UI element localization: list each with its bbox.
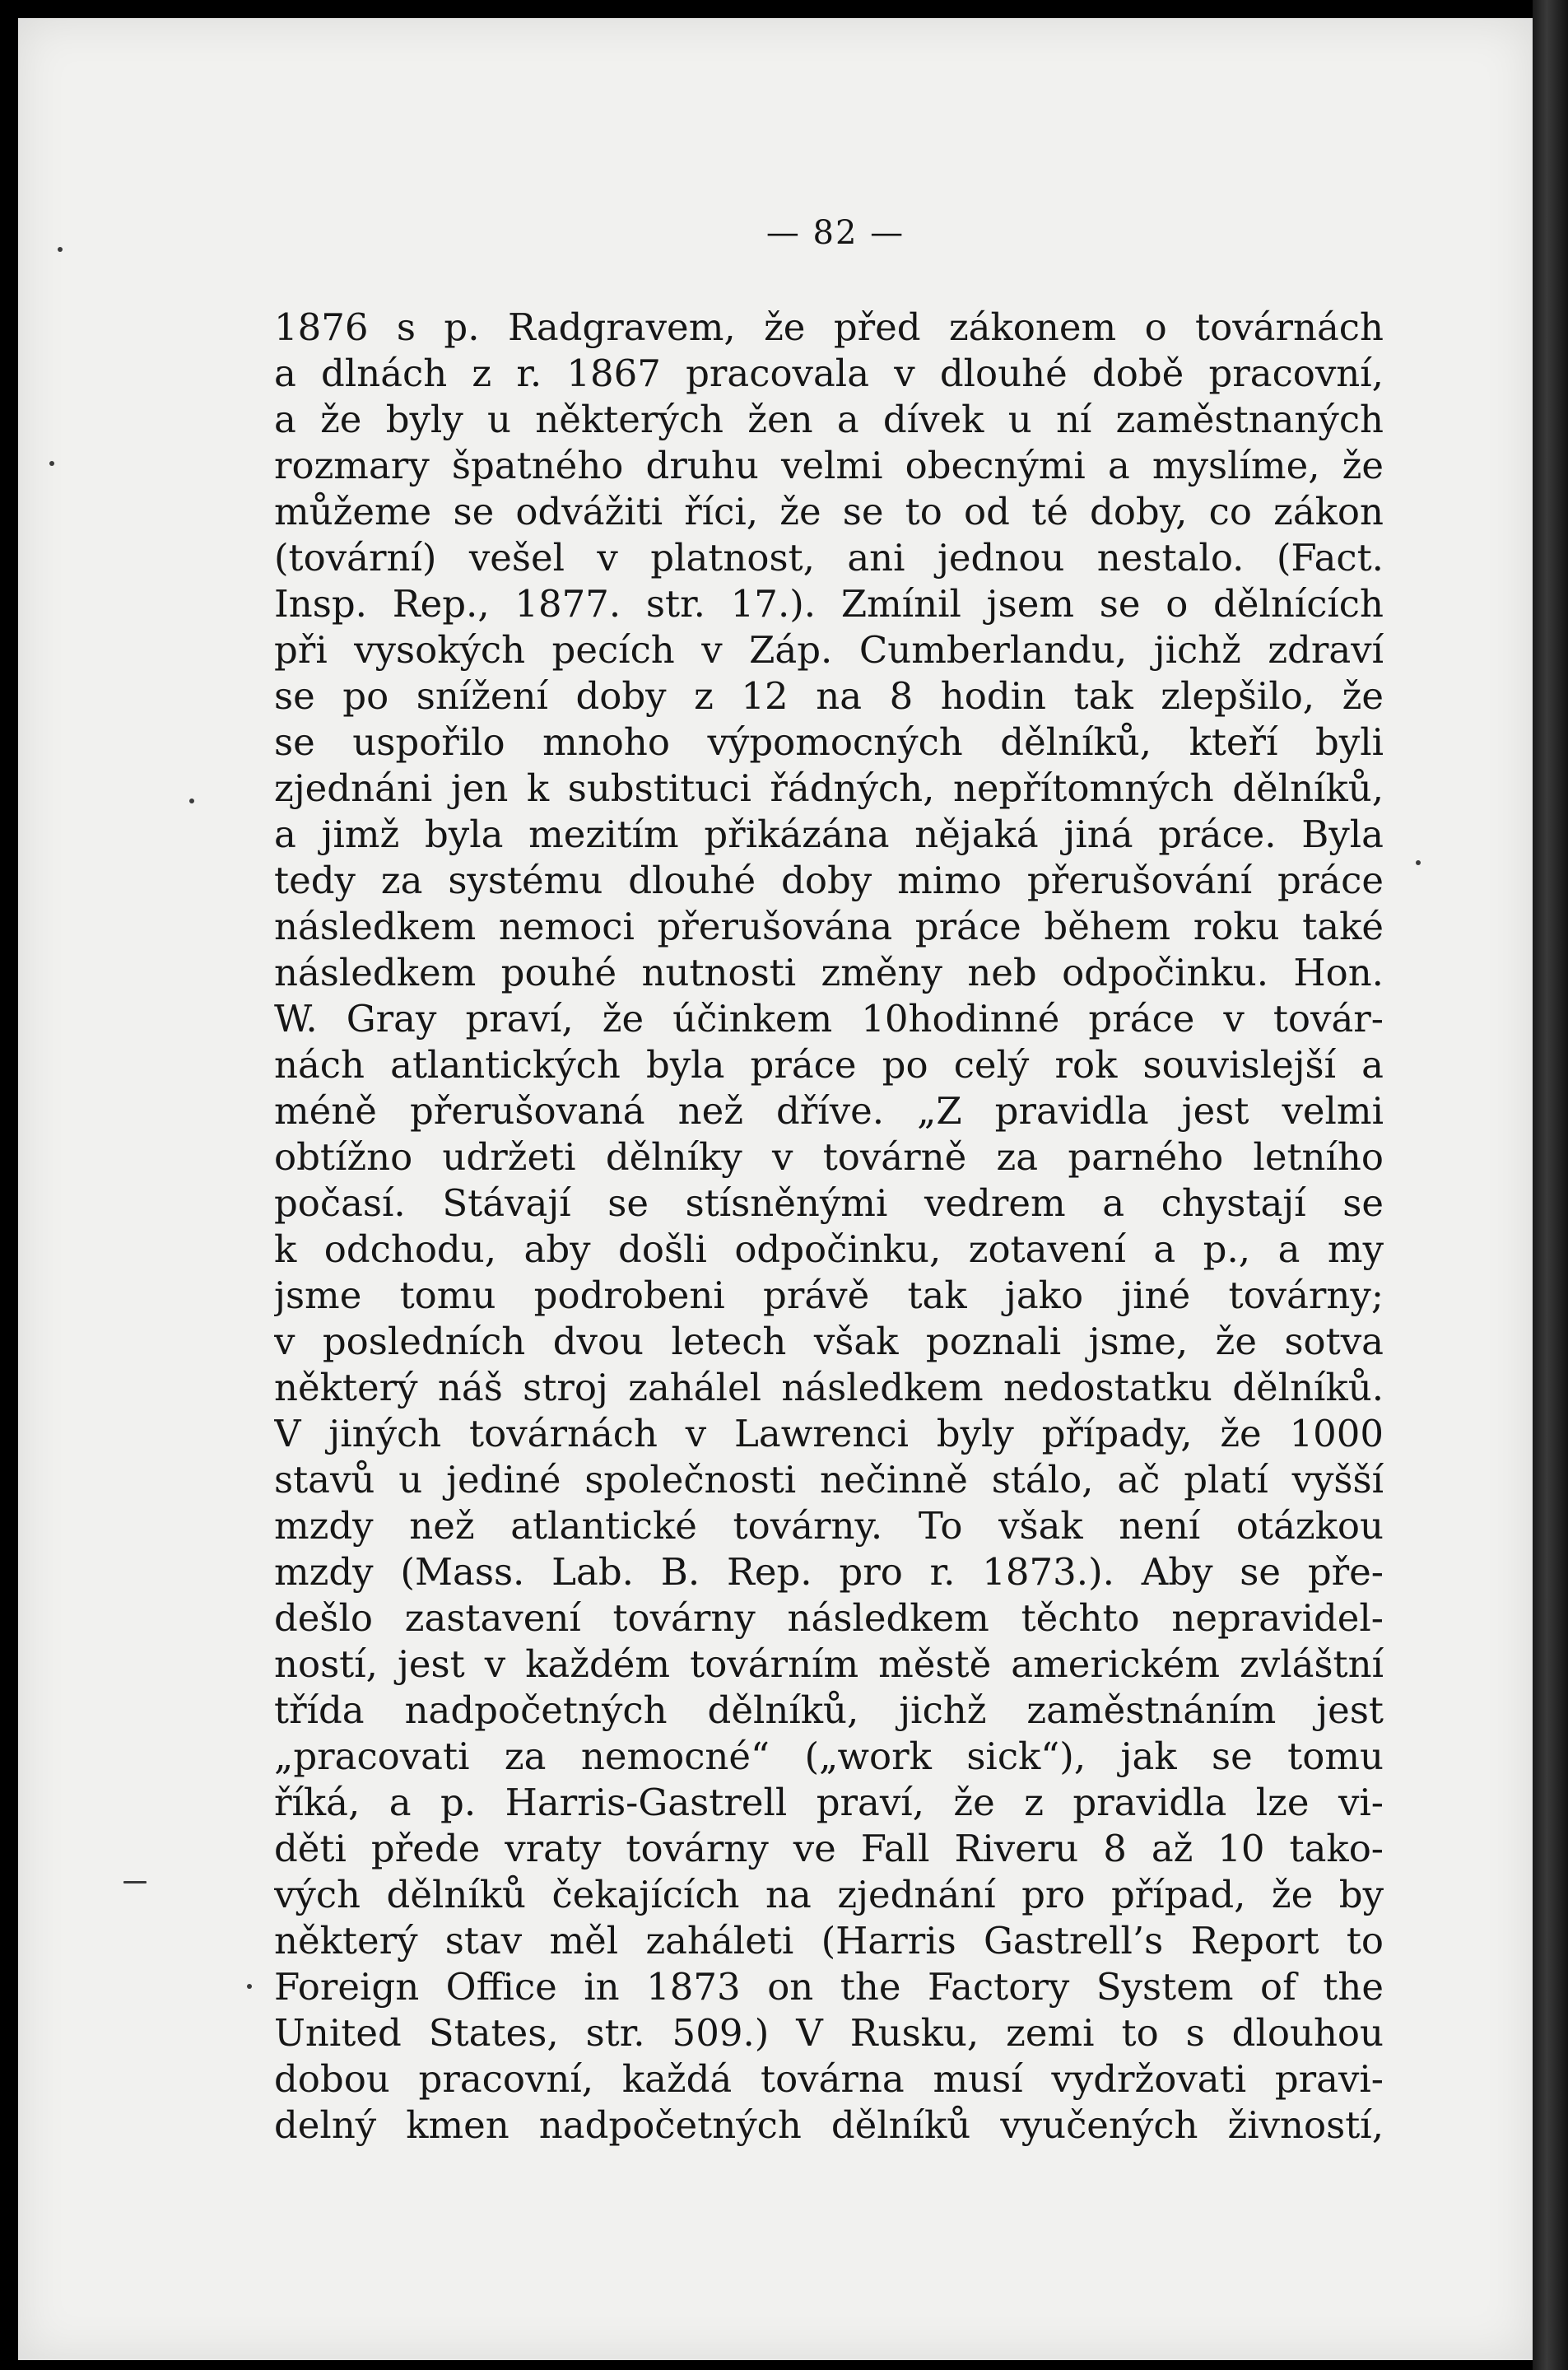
scan-speck <box>189 799 194 803</box>
text-line: rozmary špatného druhu velmi obecnými a myslíme, že <box>274 444 1384 487</box>
text-line: a jimž byla mezitím přikázána nějaká jiná práce. Byla <box>274 813 1384 856</box>
text-line: Foreign Office in 1873 on the Factory System of the <box>274 1965 1384 2009</box>
text-line: 1876 s p. Radgravem, že před zákonem o továrnách <box>274 305 1384 349</box>
text-line: (tovární) vešel v platnost, ani jednou nestalo. (Fact. <box>274 536 1384 580</box>
text-line: ností, jest v každém továrním městě americkém zvláštní <box>274 1642 1384 1686</box>
text-line: delný kmen nadpočetných dělníků vyučených živností, <box>274 2103 1384 2147</box>
text-line: některý náš stroj zahálel následkem nedostatku dělníků. <box>274 1366 1384 1409</box>
page-number: — 82 — <box>765 214 905 252</box>
text-line: říká, a p. Harris-Gastrell praví, že z pravidla lze vi- <box>274 1781 1384 1824</box>
text-line: následkem pouhé nutnosti změny neb odpočinku. Hon. <box>274 951 1384 994</box>
text-line: některý stav měl zaháleti (Harris Gastrell’s Report to <box>274 1919 1384 1963</box>
text-line: třída nadpočetných dělníků, jichž zaměstnáním jest <box>274 1688 1384 1732</box>
page-edge-shadow <box>1533 0 1568 2370</box>
text-line: nách atlantických byla práce po celý rok souvislejší a <box>274 1043 1384 1087</box>
text-line: k odchodu, aby došli odpočinku, zotavení a p., a my <box>274 1227 1384 1271</box>
text-line: W. Gray praví, že účinkem 10hodinné práce v továr- <box>274 997 1384 1041</box>
scan-speck <box>123 1881 147 1883</box>
text-line: při vysokých pecích v Záp. Cumberlandu, jichž zdraví <box>274 628 1384 672</box>
text-line: „pracovati za nemocné“ („work sick“), jak se tomu <box>274 1734 1384 1778</box>
text-line: vých dělníků čekajících na zjednání pro případ, že by <box>274 1873 1384 1916</box>
text-line: následkem nemoci přerušována práce během roku také <box>274 905 1384 948</box>
text-line: Insp. Rep., 1877. str. 17.). Zmínil jsem se o dělnících <box>274 582 1384 626</box>
text-line: mzdy (Mass. Lab. B. Rep. pro r. 1873.). Aby se pře- <box>274 1550 1384 1594</box>
text-line: mzdy než atlantické továrny. To však není otázkou <box>274 1504 1384 1548</box>
text-line: tedy za systému dlouhé doby mimo přerušování práce <box>274 859 1384 902</box>
text-line: méně přerušovaná než dříve. „Z pravidla jest velmi <box>274 1089 1384 1133</box>
text-line: obtížno udržeti dělníky v továrně za parného letního <box>274 1135 1384 1179</box>
text-line: a že byly u některých žen a dívek u ní zaměstnaných <box>274 398 1384 441</box>
body-text <box>274 305 1384 2149</box>
text-line: se po snížení doby z 12 na 8 hodin tak zlepšilo, že <box>274 674 1384 718</box>
text-line: můžeme se odvážiti říci, že se to od té doby, co zákon <box>274 490 1384 533</box>
text-line: v posledních dvou letech však poznali jsme, že sotva <box>274 1320 1384 1363</box>
text-line: počasí. Stávají se stísněnými vedrem a chystají se <box>274 1181 1384 1225</box>
text-line: dobou pracovní, každá továrna musí vydržovati pravi- <box>274 2057 1384 2101</box>
scan-speck <box>247 1984 252 1989</box>
text-line: United States, str. 509.) V Rusku, zemi to s dlouhou <box>274 2011 1384 2055</box>
text-line: a dlnách z r. 1867 pracovala v dlouhé době pracovní, <box>274 352 1384 395</box>
scan-speck <box>1416 860 1421 865</box>
text-line: se uspořilo mnoho výpomocných dělníků, kteří byli <box>274 720 1384 764</box>
scan-speck <box>49 461 54 466</box>
text-line: jsme tomu podrobeni právě tak jako jiné továrny; <box>274 1273 1384 1317</box>
text-line: stavů u jediné společnosti nečinně stálo, ač platí vyšší <box>274 1458 1384 1502</box>
text-line: zjednáni jen k substituci řádných, nepřítomných dělníků, <box>274 766 1384 810</box>
text-line: V jiných továrnách v Lawrenci byly případy, že 1000 <box>274 1412 1384 1455</box>
text-line: dešlo zastavení továrny následkem těchto nepravidel- <box>274 1596 1384 1640</box>
text-line: děti přede vraty továrny ve Fall Riveru 8 až 10 tako- <box>274 1827 1384 1870</box>
